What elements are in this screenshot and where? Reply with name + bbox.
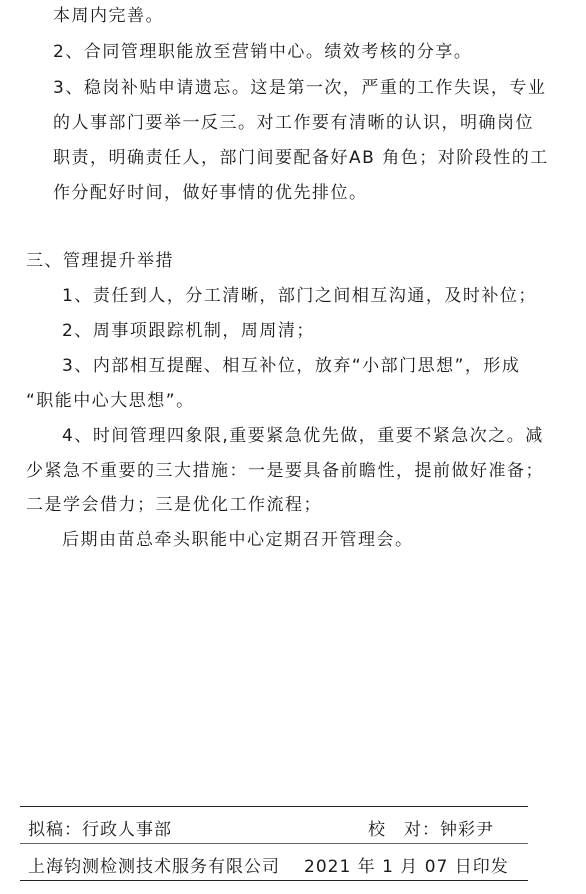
- body-line: 的人事部门要举一反三。对工作要有清晰的认识，明确岗位: [53, 113, 534, 133]
- body-line: 二是学会借力；三是优化工作流程；: [26, 495, 322, 515]
- body-line: 职责，明确责任人，部门间要配备好AB 角色；对阶段性的工: [53, 148, 549, 168]
- body-line: 少紧急不重要的三大措施：一是要具备前瞻性，提前做好准备；: [26, 461, 544, 481]
- body-line: 4、时间管理四象限,重要紧急优先做，重要不紧急次之。减: [62, 426, 544, 446]
- proofreader-label: 校 对：钟彩尹: [368, 820, 494, 840]
- footer-row-issue: [20, 843, 528, 880]
- body-line: 1、责任到人，分工清晰，部门之间相互沟通，及时补位；: [62, 286, 537, 306]
- body-line: “职能中心大思想”。: [26, 391, 195, 411]
- section-heading: 三、管理提升举措: [26, 251, 174, 271]
- document-footer: [20, 806, 528, 881]
- issue-date: 2021 年 1 月 07 日印发: [304, 857, 509, 877]
- body-line: 2、周事项跟踪机制，周周清；: [62, 321, 315, 341]
- body-line: 3、稳岗补贴申请遗忘。这是第一次，严重的工作失误，专业: [53, 78, 547, 98]
- body-line: 2、合同管理职能放至营销中心。绩效考核的分享。: [53, 42, 473, 62]
- drafter-label: 拟稿：行政人事部: [28, 820, 172, 840]
- body-line: 3、内部相互提醒、相互补位，放弃“小部门思想”，形成: [62, 356, 521, 376]
- footer-row-draft: [20, 807, 528, 843]
- body-line: 本周内完善。: [53, 6, 164, 26]
- body-line: 作分配好时间，做好事情的优先排位。: [53, 183, 368, 203]
- issuer-name: 上海钧测检测技术服务有限公司: [28, 857, 280, 877]
- body-line: 后期由苗总牵头职能中心定期召开管理会。: [62, 530, 414, 550]
